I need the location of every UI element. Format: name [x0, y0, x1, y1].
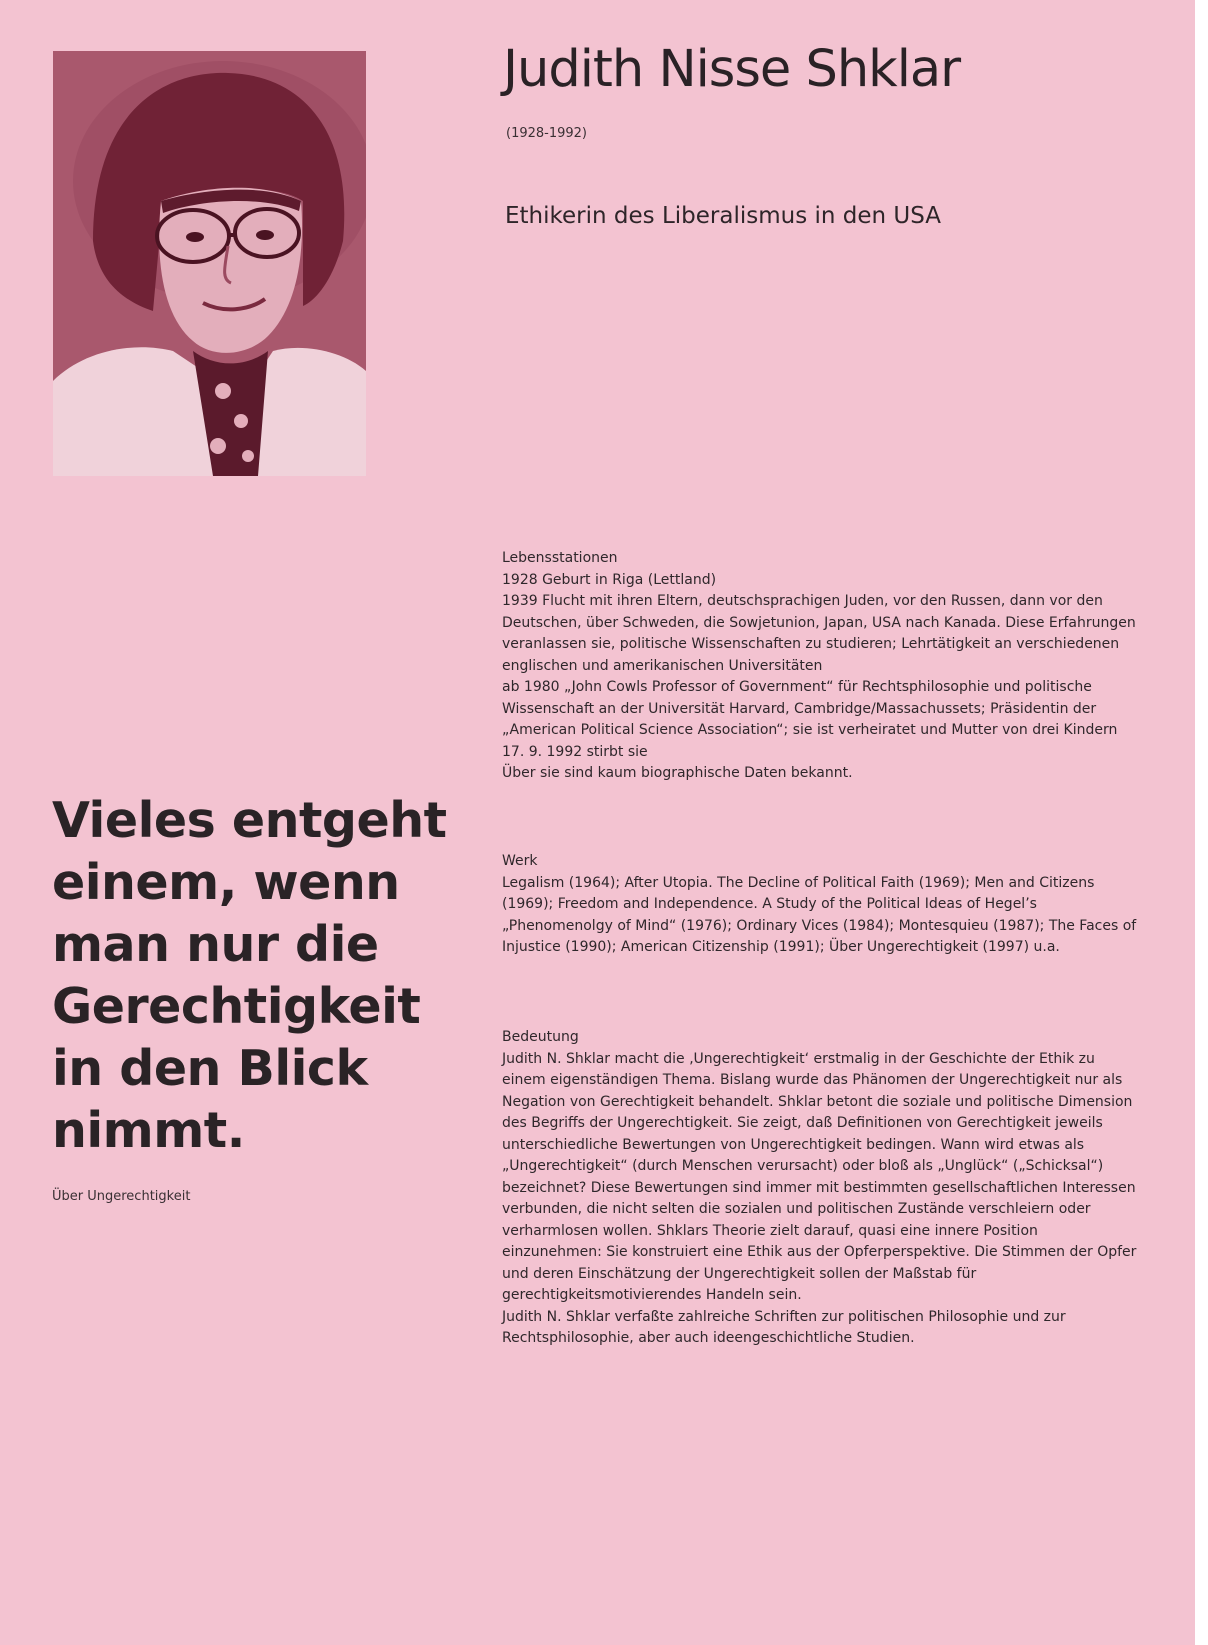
life-dates: (1928-1992)	[506, 126, 588, 141]
person-subtitle: Ethikerin des Liberalismus in den USA	[505, 203, 942, 229]
section-heading-work: Werk	[502, 853, 538, 869]
life-entry: Über sie sind kaum biographische Daten bekannt.	[502, 765, 853, 781]
quote-source: Über Ungerechtigkeit	[52, 1189, 191, 1204]
section-life-stations	[502, 548, 1142, 785]
person-name-title: Judith Nisse Shklar	[503, 40, 961, 99]
work-list: Legalism (1964); After Utopia. The Decline of Political Faith (1969); Men and Citizens (1969); Freedom and Independence. A Study of the Political Ideas of Hegel’s „Phenomenolgy of Mind“ (1976); Ordinary Vices (1984); Montesquieu (1987); The Faces of Injustice (1990); American Citizenship (1991); Über Ungerechtigkeit (1997) u.a.	[502, 874, 1137, 955]
life-entry: 1928 Geburt in Riga (Lettland)	[502, 571, 717, 588]
meaning-paragraph: Judith N. Shklar verfaßte zahlreiche Schriften zur politischen Philosophie und zur Rechtsphilosophie, aber auch ideengeschichtliche Studien.	[502, 1308, 1066, 1346]
life-entry: 17. 9. 1992 stirbt sie	[502, 743, 648, 760]
featured-quote: Vieles entgeht einem, wenn man nur die Gerechtigkeit in den Blick nimmt.	[52, 792, 447, 1159]
section-heading-life: Lebensstationen	[502, 550, 618, 566]
section-work	[502, 851, 1142, 959]
meaning-paragraph: Judith N. Shklar macht die ‚Ungerechtigkeit‘ erstmalig in der Geschichte der Ethik zu einem eigenständigen Thema. Bislang wurde das Phänomen der Ungerechtigkeit nur als Negation von Gerechtigkeit behandelt. Shklar betont die soziale und politische Dimension des Begriffs der Ungerechtigkeit. Sie zeigt, daß Definitionen von Gerechtigkeit jeweils unterschiedliche Bewertungen von Ungerechtigkeit bedingen. Wann wird etwas als „Ungerechtigkeit“ (durch Menschen verursacht) oder bloß als „Unglück“ („Schicksal“) bezeichnet? Diese Bewertungen sind immer mit bestimmten gesellschaftlichen Interessen verbunden, die nicht selten die sozialen und politischen Zustände verschleiern oder verharmlosen wollen. Shklars Theorie zielt darauf, quasi eine innere Position einzunehmen: Sie konstruiert eine Ethik aus der Opferperspektive. Die Stimmen der Opfer und deren Einschätzung der Ungerechtigkeit sollen der Maßstab für gerechtigkeitsmotivierendes Handeln sein.	[502, 1050, 1137, 1303]
portrait-photo	[53, 51, 366, 476]
section-meaning	[502, 1027, 1142, 1350]
section-heading-meaning: Bedeutung	[502, 1029, 579, 1045]
portrait-illustration	[53, 51, 366, 476]
life-entry: 1939 Flucht mit ihren Eltern, deutschsprachigen Juden, vor den Russen, dann vor den Deutschen, über Schweden, die Sowjetunion, Japan, USA nach Kanada. Diese Erfahrungen veranlassen sie, politische Wissenschaften zu studieren; Lehrtätigkeit an verschiedenen englischen und amerikanischen Universitäten	[502, 593, 1136, 674]
life-entry: ab 1980 „John Cowls Professor of Government“ für Rechtsphilosophie und politische Wissenschaft an der Universität Harvard, Cambridge/Massachussets; Präsidentin der „American Political Science Association“; sie ist verheiratet und Mutter von drei Kindern	[502, 679, 1118, 738]
